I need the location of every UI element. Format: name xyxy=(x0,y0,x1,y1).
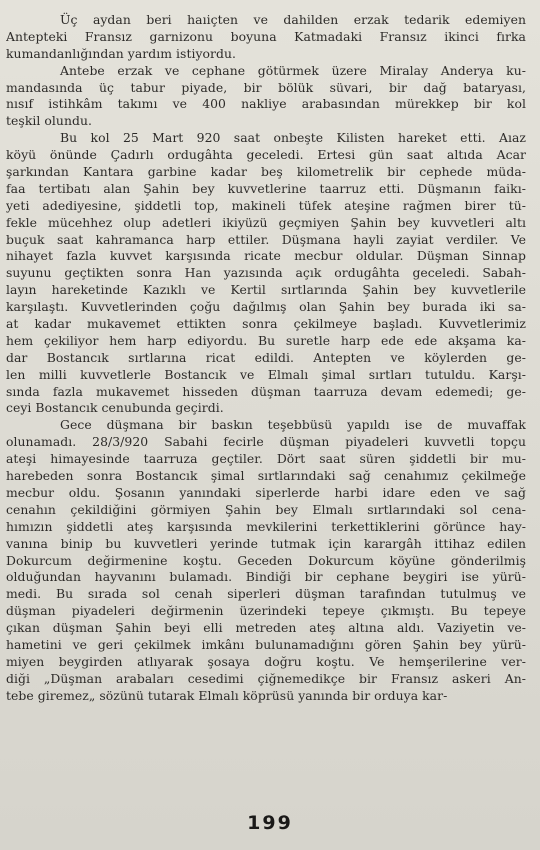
text-line: at kadar mukavemet ettikten sonra çekilmeye başladı. Kuvvetlerimiz xyxy=(6,316,526,332)
text-line: yeti adediyesine, şiddetli top, makineli tüfek ateşine rağmen birer tü- xyxy=(6,197,526,213)
text-line: mandasında üç tabur piyade, bir bölük süvari, bir dağ bataryası, xyxy=(6,79,526,95)
text-line: tebe giremez„ sözünü tutarak Elmalı köprüsü yanında bir orduya kar- xyxy=(6,687,448,703)
text-line: len milli kuvvetlerle Bostancık ve Elmalı şimal sırtları tutuldu. Karşı- xyxy=(6,366,526,382)
paragraph xyxy=(6,417,526,704)
text-line: Antepteki Fransız garnizonu boyuna Katmadaki Fransız ikinci fırka xyxy=(6,28,526,44)
paragraph xyxy=(6,12,526,63)
text-line: Bu kol 25 Mart 920 saat onbeşte Kilisten hareket etti. Aıaz xyxy=(60,130,526,146)
text-line: Üç aydan beri haıiçten ve dahilden erzak tedarik edemiyen xyxy=(60,12,526,27)
text-line: hametini ve geri çekilmek imkânı bulunamadığını gören Şahin bey yürü- xyxy=(6,636,526,652)
text-line: Gece düşmana bir baskın teşebbüsü yapıldı ise de muvaffak xyxy=(60,417,526,433)
text-line: miyen beygirden atlıyarak şosaya doğru koştu. Ve hemşerilerine ver- xyxy=(6,653,526,669)
text-line: vanına binip bu kuvvetleri yerinde tutmak için karargâh ittihaz edilen xyxy=(6,535,526,551)
text-line: hem çekiliyor hem harp ediyordu. Bu suretle harp ede ede akşama ka- xyxy=(6,332,526,348)
text-line: köyü önünde Çadırlı ordugâhta geceledi. Ertesi gün saat altıda Acar xyxy=(6,147,526,163)
text-line: dar Bostancık sırtlarına ricat edildi. Antepten ve köylerden ge- xyxy=(6,349,526,365)
body-text xyxy=(6,12,526,705)
text-line: buçuk saat kahramanca harp ettiler. Düşmana hayli zayiat verdiler. Ve xyxy=(6,231,526,247)
paragraph xyxy=(6,130,526,417)
page-number: 199 xyxy=(247,812,293,834)
text-line: Dokurcum değirmenine koştu. Geceden Dokurcum köyüne gönderilmiş xyxy=(6,552,526,568)
text-line: sında fazla mukavemet hisseden düşman taarruza devam edemedi; ge- xyxy=(6,383,526,399)
text-line: nısıf istihkâm takımı ve 400 nakliye arabasından mürekkep bir kol xyxy=(6,96,526,112)
text-line: çıkan düşman Şahin beyi elli metreden ateş altına aldı. Vaziyetin ve- xyxy=(6,620,526,636)
text-line: kumandanlığından yardım istiyordu. xyxy=(6,45,237,61)
text-line: mecbur oldu. Şosanın yanındaki siperlerde harbi idare eden ve sağ xyxy=(6,484,526,500)
text-line: karşılaştı. Kuvvetlerinden çoğu dağılmış olan Şahin bey burada iki sa- xyxy=(6,299,526,315)
text-line: teşkil olundu. xyxy=(6,113,92,129)
text-line: harebeden sonra Bostancık şimal sırtlarındaki sağ cenahımız çekilmeğe xyxy=(6,468,526,484)
text-line: layın hareketinde Kazıklı ve Kertil sırtlarında Şahin bey kuvvetlerile xyxy=(6,282,526,298)
text-line: faa tertibatı alan Şahin bey kuvvetlerine taarruz etti. Düşmanın faikı- xyxy=(6,180,526,196)
text-line: nihayet fazla kuvvet karşısında ricate mecbur oldular. Düşman Sinnap xyxy=(6,248,526,264)
text-line: şarkından Kantara garbine kadar beş kilometrelik bir cephede müda- xyxy=(6,164,526,180)
text-line: diği „Düşman arabaları cesedimi çiğnemedikçe bir Fransız askeri An- xyxy=(6,670,526,686)
paragraph xyxy=(6,63,526,131)
text-line: olunamadı. 28/3/920 Sabahi fecirle düşman piyadeleri kuvvetli topçu xyxy=(6,434,526,450)
text-line: olduğundan hayvanını bulamadı. Bindiği bir cephane beygiri ise yürü- xyxy=(6,569,526,585)
text-line: hımızın şiddetli ateş karşısında mevkilerini terkettiklerini görünce hay- xyxy=(6,518,526,534)
text-line: cenahın çekildiğini görmiyen Şahin bey Elmalı sırtlarındaki sol cena- xyxy=(6,501,526,517)
text-line: medi. Bu sırada sol cenah siperleri düşman tarafından tutulmuş ve xyxy=(6,586,526,602)
text-line: düşman piyadeleri değirmenin üzerindeki tepeye çıkmıştı. Bu tepeye xyxy=(6,603,526,619)
text-line: Antebe erzak ve cephane götürmek üzere Miralay Anderya ku- xyxy=(60,62,526,78)
text-line: fekle mücehhez olup adetleri ikiyüzü geçmiyen Şahin bey kuvvetleri altı xyxy=(6,214,526,230)
text-line: ateşi himayesinde taarruza geçtiler. Dört saat süren şiddetli bir mu- xyxy=(6,451,526,467)
text-line: suyunu geçtikten sonra Han yazısında açık ordugâhta geceledi. Sabah- xyxy=(6,265,526,281)
text-line: ceyi Bostancık cenubunda geçirdi. xyxy=(6,400,224,416)
